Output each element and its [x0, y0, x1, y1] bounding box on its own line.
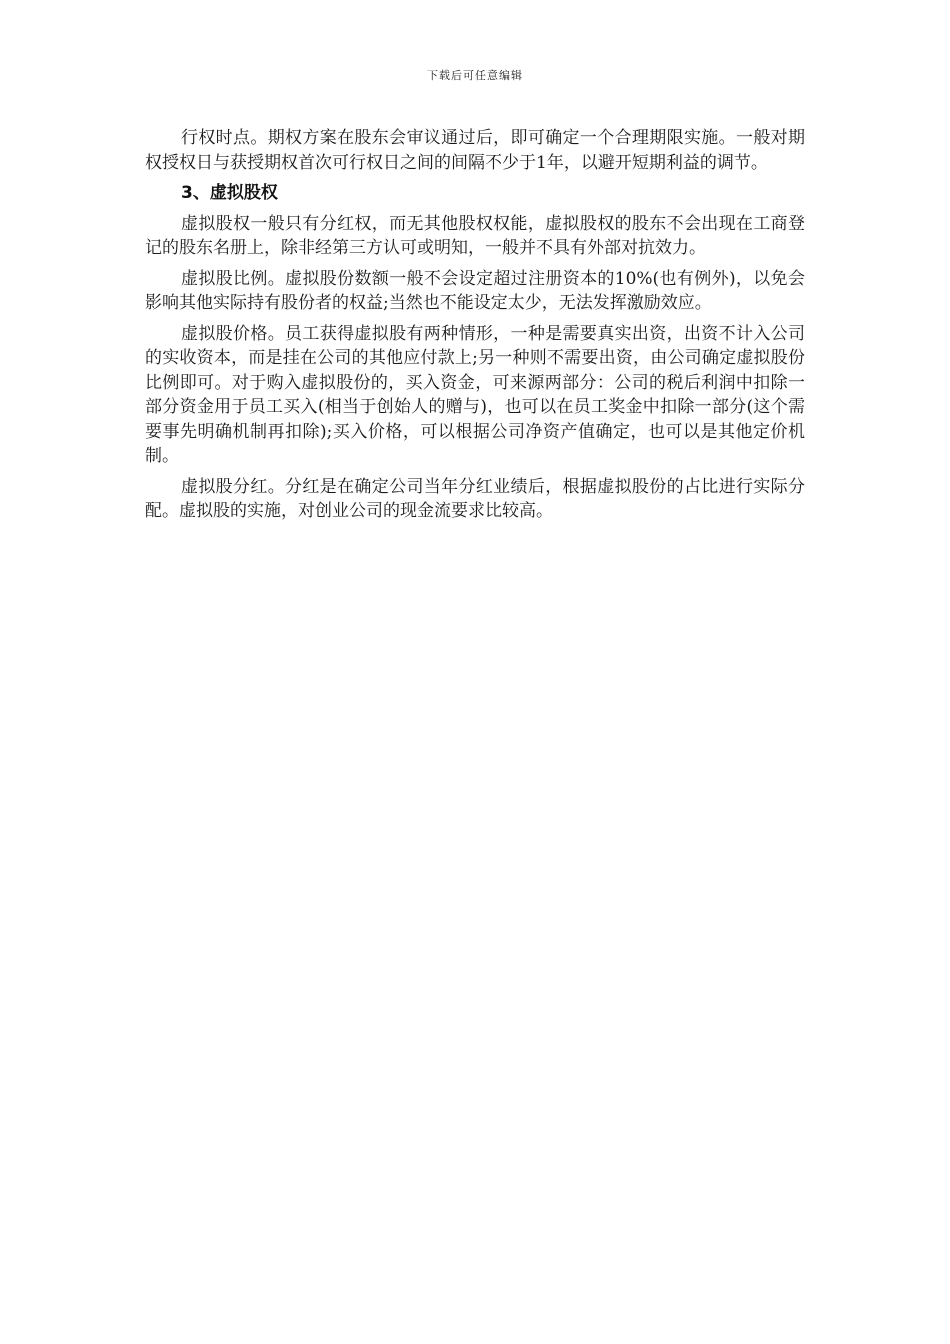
page-header: 下载后可任意编辑 — [427, 69, 523, 82]
section-heading-virtual-equity: 3、虚拟股权 — [181, 183, 278, 203]
document-body — [145, 126, 805, 530]
paragraph-virtual-share-dividend: 虚拟股分红。分红是在确定公司当年分红业绩后，根据虚拟股份的占比进行实际分配。虚拟股的实施，对创业公司的现金流要求比较高。 — [145, 476, 805, 521]
paragraph-virtual-equity-definition: 虚拟股权一般只有分红权，而无其他股权权能，虚拟股权的股东不会出现在工商登记的股东名册上，除非经第三方认可或明知，一般并不具有外部对抗效力。 — [145, 213, 805, 258]
paragraph-exercise-timing: 行权时点。期权方案在股东会审议通过后，即可确定一个合理期限实施。一般对期权授权日与获授期权首次可行权日之间的间隔不少于1年，以避开短期利益的调节。 — [145, 128, 805, 173]
paragraph-virtual-share-ratio: 虚拟股比例。虚拟股份数额一般不会设定超过注册资本的10%(也有例外)，以免会影响其他实际持有股份者的权益;当然也不能设定太少，无法发挥激励效应。 — [145, 268, 805, 313]
paragraph-virtual-share-price: 虚拟股价格。员工获得虚拟股有两种情形，一种是需要真实出资，出资不计入公司的实收资本，而是挂在公司的其他应付款上;另一种则不需要出资，由公司确定虚拟股份比例即可。对于购入虚拟股份的，买入资金，可来源两部分：公司的税后利润中扣除一部分资金用于员工买入(相当于创始人的赠与)，也可以在员工奖金中扣除一部分(这个需要事先明确机制再扣除);买入价格，可以根据公司净资产值确定，也可以是其他定价机制。 — [145, 323, 805, 466]
